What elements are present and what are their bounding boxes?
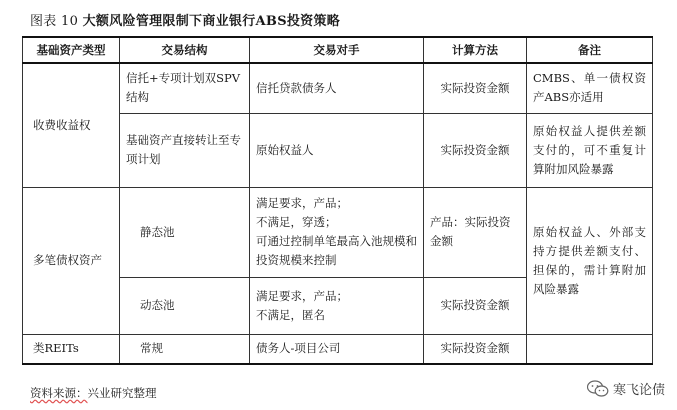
cell-asset-type: 多笔债权资产 [23, 187, 120, 334]
table-row [23, 63, 653, 113]
source-note [30, 385, 157, 401]
figure-title-prefix: 图表 10 [30, 14, 79, 29]
source-text: 兴业研究整理 [87, 386, 157, 400]
counterparty-line: 不满足，匿名 [256, 307, 325, 322]
cell-structure: 静态池 [120, 187, 250, 277]
cell-note: 原始权益人、外部支持方提供差额支付、担保的，需计算附加风险暴露 [527, 187, 653, 334]
cell-structure: 基础资产直接转让至专项计划 [120, 113, 250, 187]
figure-title [30, 10, 340, 29]
source-label: 资料来源： [30, 386, 88, 400]
cell-note: 原始权益人提供差额支付的，可不重复计算附加风险暴露 [527, 113, 653, 187]
counterparty-line: 不满足，穿透； [256, 215, 337, 229]
header-structure: 交易结构 [120, 37, 250, 63]
cell-counterparty [250, 277, 424, 334]
counterparty-line: 可通过控制单笔最高入池规模和投资规模来控制 [256, 234, 417, 267]
watermark [587, 379, 665, 398]
abs-strategy-table [22, 36, 653, 365]
table-row [23, 334, 653, 364]
header-counterparty: 交易对手 [250, 37, 424, 63]
cell-counterparty: 债务人-项目公司 [250, 334, 424, 364]
wechat-icon [587, 380, 609, 398]
cell-structure: 常规 [120, 334, 250, 364]
cell-method: 实际投资金额 [424, 63, 527, 113]
cell-method: 实际投资金额 [424, 334, 527, 364]
counterparty-line: 满足要求，产品； [256, 196, 348, 210]
cell-note: CMBS、单一债权资产ABS亦适用 [527, 63, 653, 113]
watermark-text: 寒飞论债 [612, 383, 665, 398]
cell-asset-type: 收费收益权 [23, 63, 120, 187]
figure-title-text: 大额风险管理限制下商业银行ABS投资策略 [82, 14, 341, 29]
cell-structure: 动态池 [120, 277, 250, 334]
cell-note [527, 334, 653, 364]
cell-asset-type: 类REITs [23, 334, 120, 364]
table-header-row [23, 37, 653, 63]
counterparty-line: 满足要求，产品； [256, 288, 348, 303]
cell-method: 产品：实际投资金额 [424, 187, 527, 277]
cell-method: 实际投资金额 [424, 277, 527, 334]
header-method: 计算方法 [424, 37, 527, 63]
header-asset-type: 基础资产类型 [23, 37, 120, 63]
cell-counterparty: 原始权益人 [250, 113, 424, 187]
cell-method: 实际投资金额 [424, 113, 527, 187]
table-row [23, 187, 653, 277]
cell-counterparty [250, 187, 424, 277]
header-note: 备注 [527, 37, 653, 63]
cell-counterparty: 信托贷款债务人 [250, 63, 424, 113]
cell-structure: 信托+专项计划双SPV结构 [120, 63, 250, 113]
